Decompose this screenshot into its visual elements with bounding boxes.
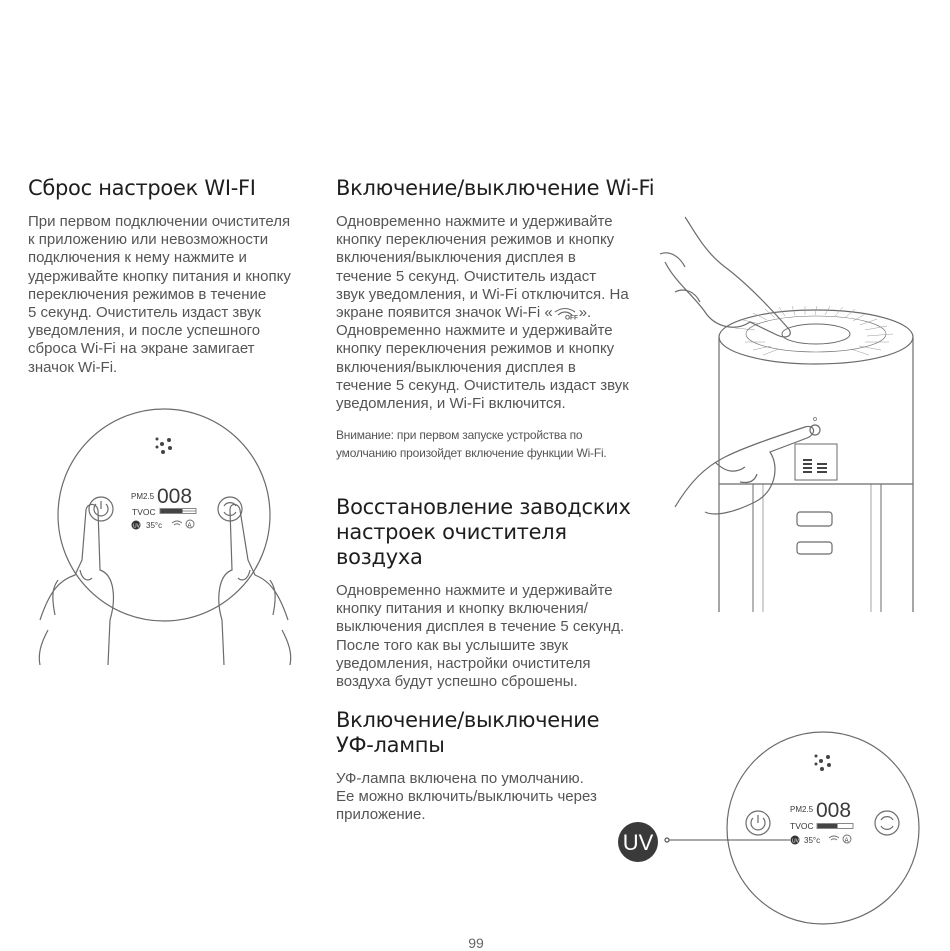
section-uv-lamp	[336, 708, 656, 825]
section-body: Одновременно нажмите и удерживайте кнопку питания и кнопку включения/ выключения дисплея в течение 5 секунд. После того как вы услышите звук уведомления, настройки очистителя воздуха будут успешно сброшены.	[336, 582, 625, 691]
uv-small-label: UV	[792, 838, 799, 845]
auto-mode-label: A	[844, 838, 849, 844]
section-title: Восстановление заводских настроек очистителя воздуха	[336, 495, 631, 569]
section-body-part1: Одновременно нажмите и удерживайте кнопку переключения режимов и кнопку включения/выключения дисплея в течение 5 секунд. Очиститель издаст звук уведомления, и Wi-Fi отключится. На экране появится значок Wi-Fi «	[336, 213, 629, 322]
pm-value: 008	[157, 485, 193, 508]
panel-uv-illustration	[615, 725, 925, 930]
wifi-off-icon	[553, 306, 579, 320]
section-body	[336, 213, 656, 413]
panel-two-fingers-illustration	[20, 400, 320, 680]
uv-badge-label: UV	[622, 830, 654, 855]
fan-logo-icon	[815, 755, 832, 772]
section-wifi-reset	[28, 176, 328, 377]
page-number: 99	[468, 935, 484, 951]
section-title: Включение/выключение Wi-Fi	[336, 176, 655, 200]
temperature-readout: 35°c	[146, 521, 163, 530]
mode-cycle-icon	[881, 817, 893, 820]
tvoc-label: TVOC	[132, 507, 156, 517]
fan-logo-icon	[156, 438, 173, 455]
wifi-off-label: OFF	[564, 314, 578, 321]
wifi-icon	[172, 521, 182, 523]
power-button	[746, 811, 770, 835]
section-body-part2: ». Одновременно нажмите и удерживайте кнопку переключения режимов и кнопку включения/выключения дисплея в течение 5 секунд. Очиститель издаст звук уведомления, и Wi-Fi включится.	[336, 304, 629, 413]
wifi-icon	[829, 836, 839, 838]
pm-label: PM2.5	[790, 805, 814, 814]
section-body: УФ-лампа включена по умолчанию. Ее можно включить/выключить через приложение.	[336, 770, 597, 824]
pm-value: 008	[816, 799, 852, 822]
section-wifi-toggle	[336, 176, 656, 462]
section-title: Включение/выключение УФ-лампы	[336, 708, 600, 757]
tvoc-label: TVOC	[790, 821, 814, 831]
uv-small-label: UV	[133, 523, 140, 530]
mode-switch-button	[875, 811, 899, 835]
section-body: При первом подключении очистителя к приложению или невозможности подключения к нему нажмите и удерживайте кнопку питания и кнопку переключения режимов в течение 5 секунд. Очиститель издаст звук уведомления, и после успешного сброса Wi-Fi на экране замигает значок Wi-Fi.	[28, 213, 291, 376]
power-button	[89, 497, 113, 521]
right-hand	[219, 504, 288, 665]
section-factory-reset	[336, 495, 656, 691]
pm-label: PM2.5	[131, 492, 155, 501]
section-title: Сброс настроек WI-FI	[28, 176, 256, 200]
section-note: Внимание: при первом запуске устройства по умолчанию произойдет включение функции Wi-Fi.	[336, 428, 607, 461]
left-hand	[40, 504, 113, 665]
lower-hand	[675, 426, 814, 514]
filter-handle-lower	[797, 542, 832, 554]
auto-mode-label: A	[187, 523, 192, 529]
top-vent-grille	[735, 306, 893, 355]
purifier-two-hands-illustration	[655, 212, 935, 612]
upper-hand	[665, 217, 790, 337]
control-panel-outline	[58, 409, 270, 621]
filter-handle-upper	[797, 512, 832, 526]
purifier-top	[719, 310, 913, 364]
temperature-readout: 35°c	[804, 836, 821, 845]
